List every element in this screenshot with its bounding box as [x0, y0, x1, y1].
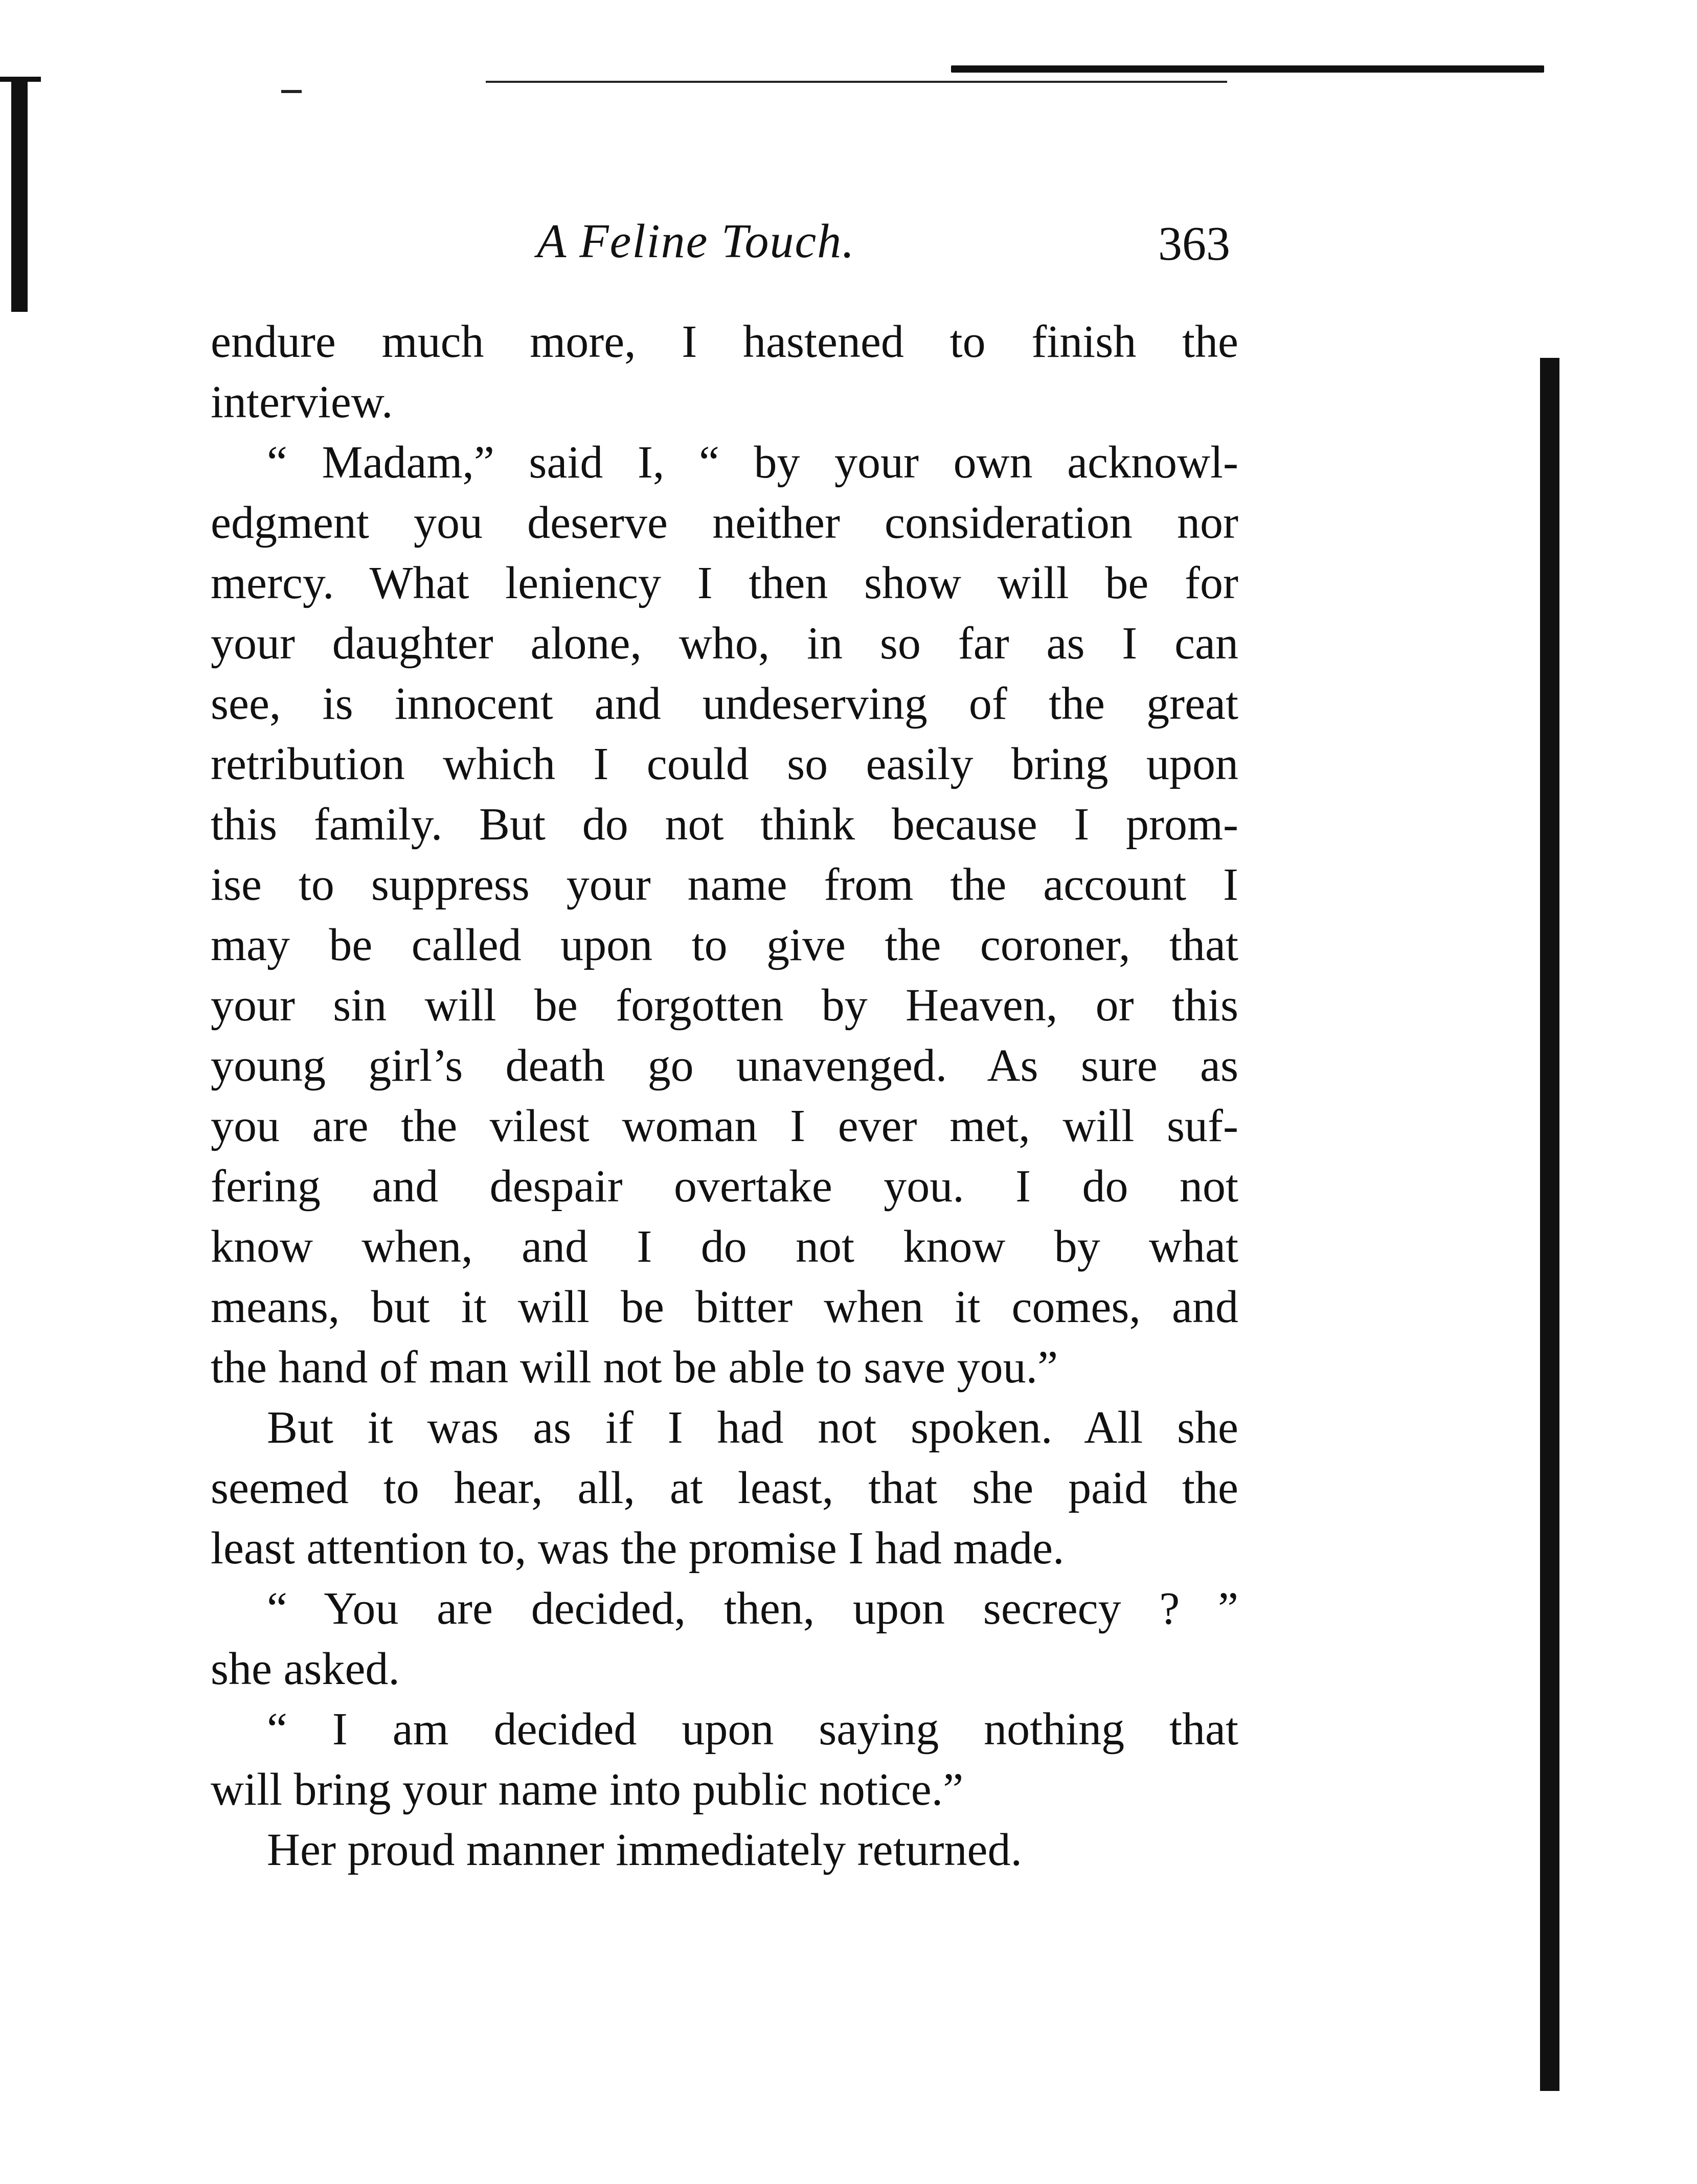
text-line: fering and despair overtake you. I do not: [211, 1161, 1238, 1212]
text-line: the hand of man will not be able to save you.”: [211, 1342, 1058, 1393]
text-line: mercy. What leniency I then show will be for: [211, 558, 1238, 608]
text-line: see, is innocent and undeserving of the great: [211, 678, 1238, 729]
text-line: know when, and I do not know by what: [211, 1221, 1238, 1272]
page-number: 363: [1158, 217, 1230, 270]
text-line: you are the vilest woman I ever met, will suf-: [211, 1101, 1238, 1151]
text-line: “ I am decided upon saying nothing that: [267, 1704, 1238, 1755]
text-line: edgment you deserve neither consideration nor: [211, 497, 1238, 548]
text-line: your daughter alone, who, in so far as I can: [211, 618, 1238, 669]
text-line: will bring your name into public notice.”: [211, 1764, 964, 1815]
scan-edge-right: [1540, 358, 1559, 2091]
text-line: endure much more, I hastened to finish the: [211, 316, 1238, 367]
text-line: ise to suppress your name from the account I: [211, 859, 1238, 910]
text-line: this family. But do not think because I prom-: [211, 799, 1238, 850]
text-line: “ You are decided, then, upon secrecy ? ”: [267, 1583, 1238, 1634]
text-line: your sin will be forgotten by Heaven, or this: [211, 980, 1238, 1031]
text-line: But it was as if I had not spoken. All she: [267, 1402, 1238, 1453]
text-line: means, but it will be bitter when it comes, and: [211, 1282, 1238, 1332]
text-line: “ Madam,” said I, “ by your own acknowl-: [267, 437, 1238, 488]
scan-edge-left: [11, 77, 28, 312]
text-line: may be called upon to give the coroner, that: [211, 920, 1238, 970]
text-line: interview.: [211, 377, 393, 427]
scan-rule-thin: [486, 81, 1227, 83]
text-line: she asked.: [211, 1644, 400, 1694]
body-text: [211, 312, 1238, 1880]
text-line: seemed to hear, all, at least, that she paid the: [211, 1463, 1238, 1513]
scan-rule-top: [951, 65, 1544, 73]
text-line: retribution which I could so easily bring upon: [211, 739, 1238, 789]
text-line: young girl’s death go unavenged. As sure as: [211, 1040, 1238, 1091]
scan-mark-dash: [281, 90, 302, 93]
running-head: A Feline Touch.: [537, 215, 855, 268]
text-line: least attention to, was the promise I had made.: [211, 1523, 1065, 1574]
text-line: Her proud manner immediately returned.: [267, 1825, 1022, 1875]
